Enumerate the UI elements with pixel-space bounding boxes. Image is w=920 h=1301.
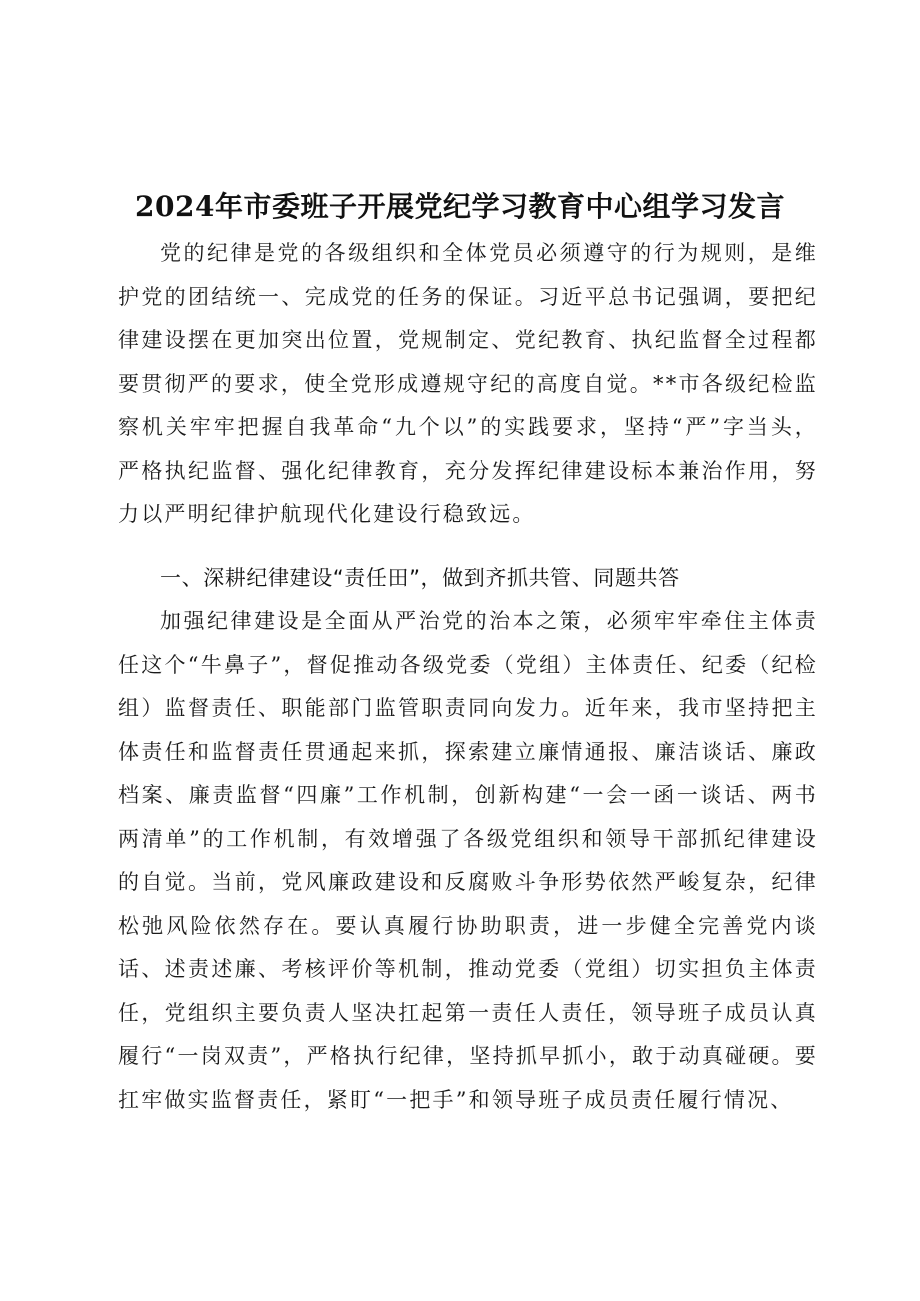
document-title: 2024年市委班子开展党纪学习教育中心组学习发言	[135, 189, 785, 223]
intro-paragraph: 党的纪律是党的各级组织和全体党员必须遵守的行为规则，是维护党的团结统一、完成党的任务的保证。习近平总书记强调，要把纪律建设摆在更加突出位置，党规制定、党纪教育、执纪监督全过程都要贯彻严的要求，使全党形成遵规守纪的高度自觉。**市各级纪检监察机关牢牢把握自我革命“九个以”的实践要求，坚持“严”字当头，严格执纪监督、强化纪律教育，充分发挥纪律建设标本兼治作用，努力以严明纪律护航现代化建设行稳致远。	[118, 241, 818, 526]
section-1-heading: 一、深耕纪律建设“责任田”，做到齐抓共管、同题共答	[160, 566, 680, 590]
section-1-paragraph: 加强纪律建设是全面从严治党的治本之策，必须牢牢牵住主体责任这个“牛鼻子”，督促推动各级党委（党组）主体责任、纪委（纪检组）监督责任、职能部门监管职责同向发力。近年来，我市坚持把主体责任和监督责任贯通起来抓，探索建立廉情通报、廉洁谈话、廉政档案、廉责监督“四廉”工作机制，创新构建“一会一函一谈话、两书两清单”的工作机制，有效增强了各级党组织和领导干部抓纪律建设的自觉。当前，党风廉政建设和反腐败斗争形势依然严峻复杂，纪律松弛风险依然存在。要认真履行协助职责，进一步健全完善党内谈话、述责述廉、考核评价等机制，推动党委（党组）切实担负主体责任，党组织主要负责人坚决扛起第一责任人责任，领导班子成员认真履行“一岗双责”，严格执行纪律，坚持抓早抓小，敢于动真碰硬。要扛牢做实监督责任，紧盯“一把手”和领导班子成员责任履行情况、	[118, 609, 818, 1112]
